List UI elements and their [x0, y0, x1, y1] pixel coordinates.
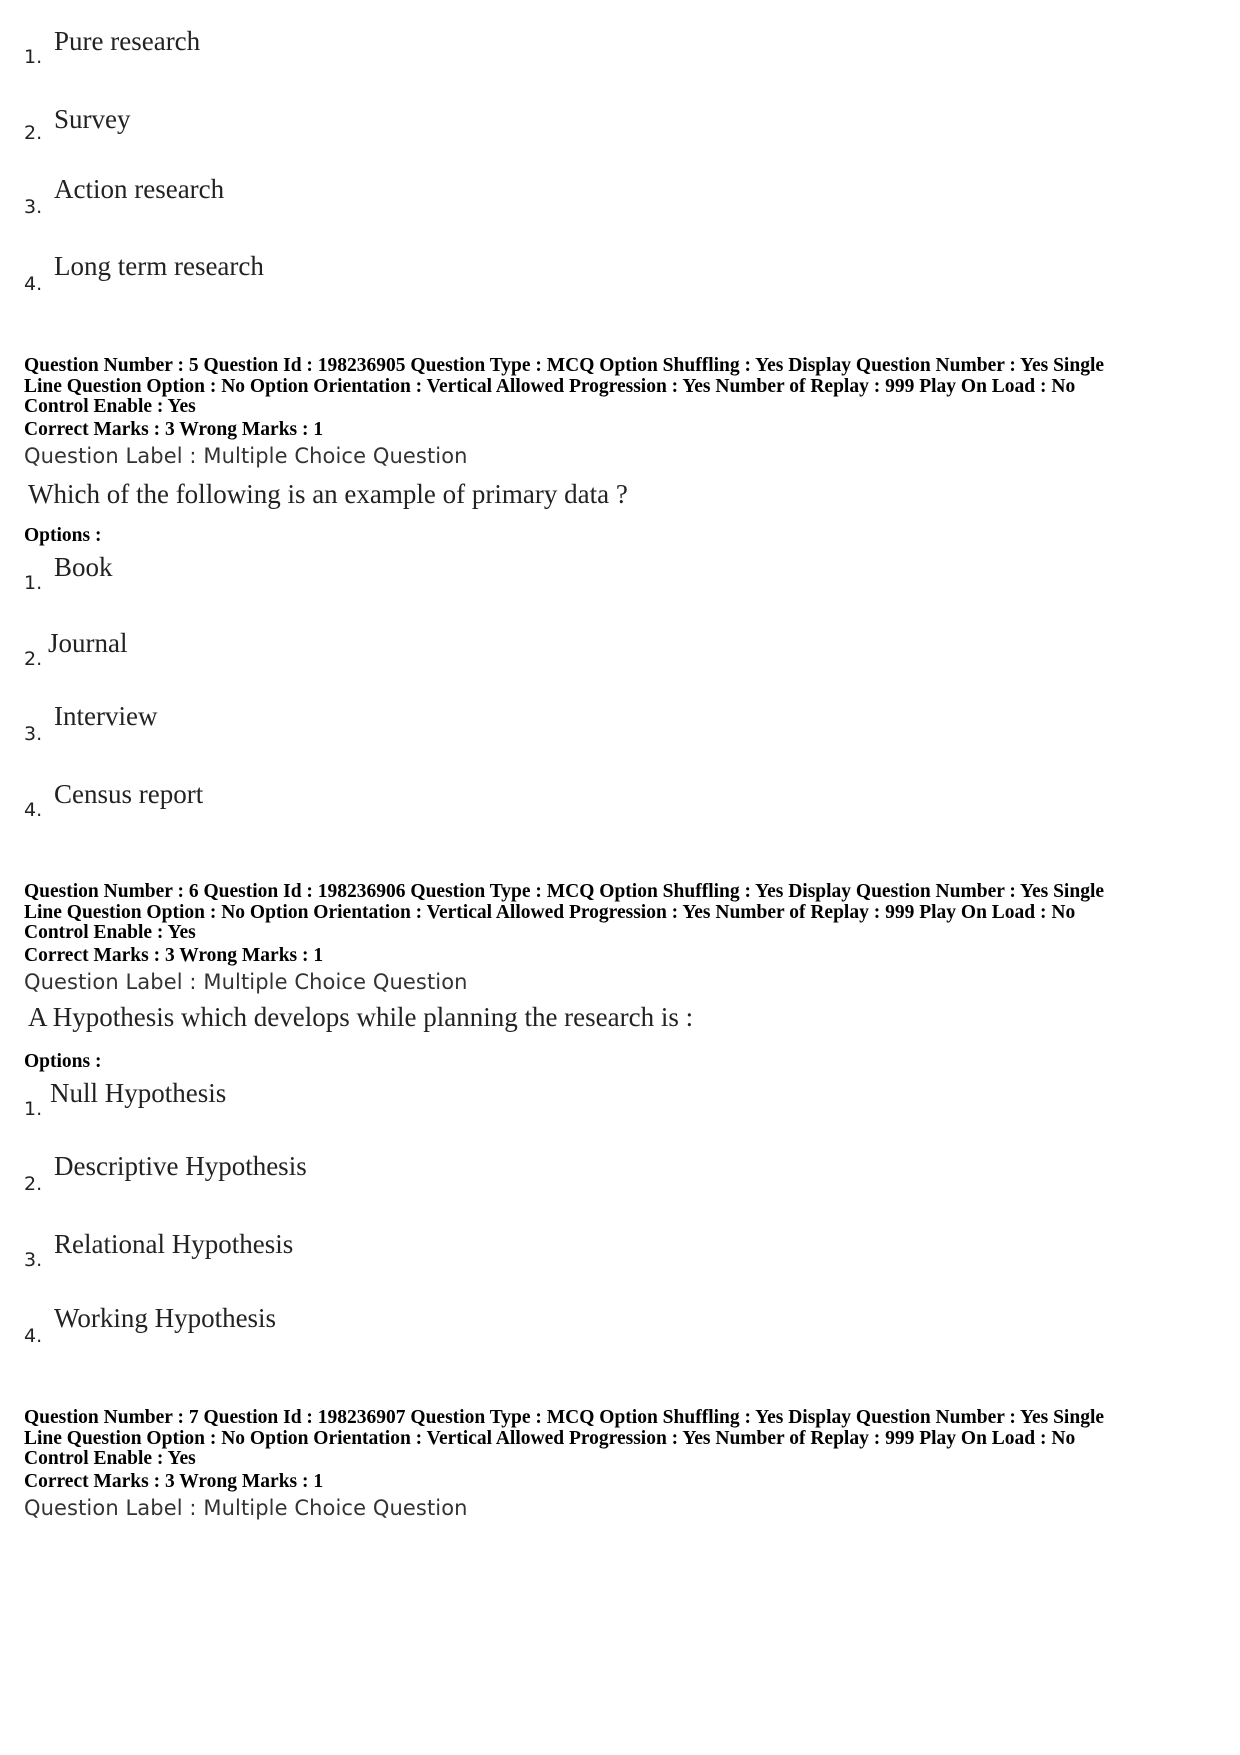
- option-text: Working Hypothesis: [54, 1303, 277, 1333]
- q5-metadata: [24, 356, 1224, 418]
- metadata-line: Line Question Option : No Option Orientation : Vertical Allowed Progression : Yes Number of Replay : 999 Play On Load : No: [24, 1427, 1076, 1449]
- option-text: Pure research: [54, 26, 201, 56]
- option-text: Relational Hypothesis: [54, 1229, 294, 1259]
- q5-marks: Correct Marks : 3 Wrong Marks : 1: [24, 419, 324, 440]
- option-number: 3.: [24, 1249, 43, 1271]
- metadata-line: Control Enable : Yes: [24, 1448, 196, 1469]
- q7-metadata: [24, 1408, 1224, 1470]
- option-number: 2.: [24, 648, 43, 670]
- option-number: 1.: [24, 1098, 43, 1120]
- option-text: Action research: [54, 174, 225, 204]
- q6-question-text: A Hypothesis which develops while planning the research is :: [28, 1002, 694, 1032]
- option-text: Descriptive Hypothesis: [54, 1151, 307, 1181]
- option-number: 2.: [24, 122, 43, 144]
- metadata-line: Line Question Option : No Option Orientation : Vertical Allowed Progression : Yes Number of Replay : 999 Play On Load : No: [24, 901, 1076, 923]
- q5-options-heading: Options :: [24, 525, 102, 546]
- q6-question-label: Question Label : Multiple Choice Question: [24, 970, 468, 994]
- option-text: Long term research: [54, 251, 264, 281]
- q6-options-heading: Options :: [24, 1051, 102, 1072]
- option-number: 4.: [24, 273, 43, 295]
- option-number: 3.: [24, 196, 43, 218]
- q5-question-text: Which of the following is an example of primary data ?: [28, 479, 628, 509]
- option-number: 4.: [24, 799, 43, 821]
- q5-question-label: Question Label : Multiple Choice Question: [24, 444, 468, 468]
- q6-marks: Correct Marks : 3 Wrong Marks : 1: [24, 945, 324, 966]
- q7-marks: Correct Marks : 3 Wrong Marks : 1: [24, 1471, 324, 1492]
- option-text: Interview: [54, 701, 158, 731]
- option-text: Book: [54, 552, 113, 582]
- metadata-line: Control Enable : Yes: [24, 922, 196, 943]
- metadata-line: Control Enable : Yes: [24, 396, 196, 417]
- q6-metadata: [24, 882, 1224, 944]
- option-text: Survey: [54, 104, 131, 134]
- option-number: 4.: [24, 1325, 43, 1347]
- metadata-line: Question Number : 6 Question Id : 198236906 Question Type : MCQ Option Shuffling : Yes Display Question Number : Yes Single: [24, 881, 1105, 902]
- option-number: 2.: [24, 1173, 43, 1195]
- option-number: 3.: [24, 723, 43, 745]
- metadata-line: Question Number : 7 Question Id : 198236907 Question Type : MCQ Option Shuffling : Yes Display Question Number : Yes Single: [24, 1407, 1105, 1428]
- option-number: 1.: [24, 46, 43, 68]
- option-text: Null Hypothesis: [50, 1078, 227, 1108]
- option-text: Journal: [48, 628, 128, 658]
- metadata-line: Line Question Option : No Option Orientation : Vertical Allowed Progression : Yes Number of Replay : 999 Play On Load : No: [24, 375, 1076, 397]
- option-number: 1.: [24, 572, 43, 594]
- option-text: Census report: [54, 779, 204, 809]
- metadata-line: Question Number : 5 Question Id : 198236905 Question Type : MCQ Option Shuffling : Yes Display Question Number : Yes Single: [24, 355, 1105, 376]
- q7-question-label: Question Label : Multiple Choice Question: [24, 1496, 468, 1520]
